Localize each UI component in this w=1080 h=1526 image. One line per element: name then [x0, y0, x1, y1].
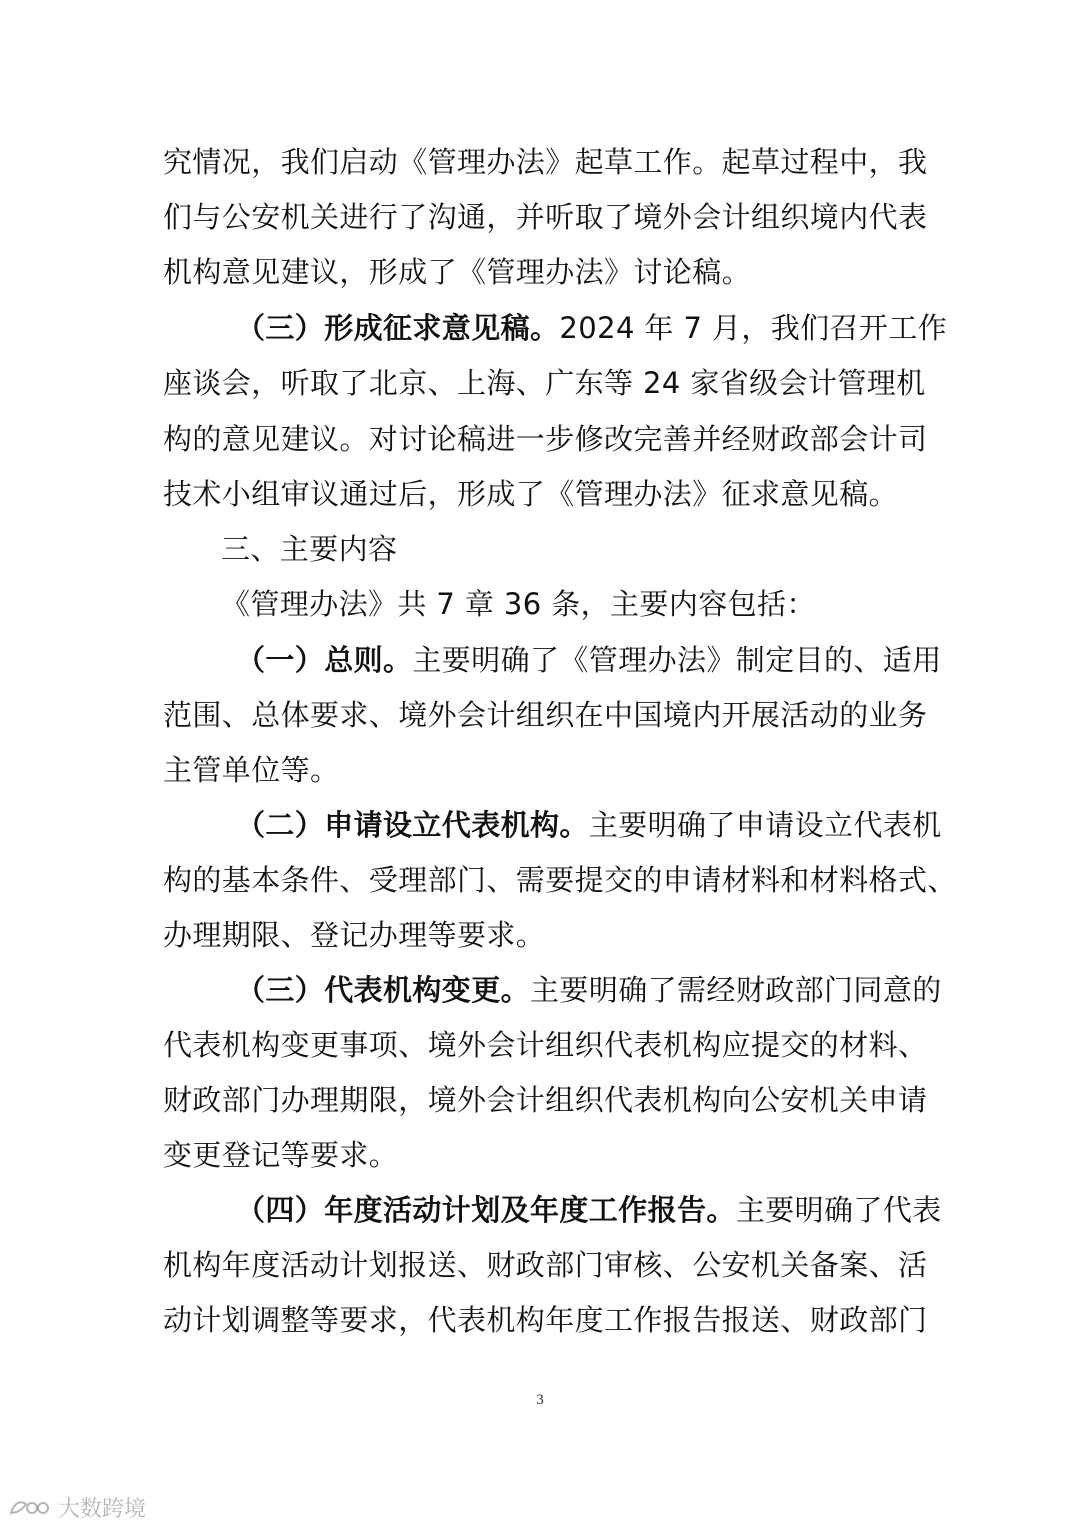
body-line: 主管单位等。	[163, 753, 340, 787]
section-body: 2024 年 7 月，我们召开工作	[559, 311, 948, 345]
body-line: 技术小组审议通过后，形成了《管理办法》征求意见稿。	[163, 477, 899, 511]
body-line: 代表机构变更事项、境外会计组织代表机构应提交的材料、	[163, 1028, 928, 1062]
body-line: 动计划调整等要求，代表机构年度工作报告报送、财政部门	[163, 1303, 928, 1337]
body-line: 财政部门办理期限，境外会计组织代表机构向公安机关申请	[163, 1083, 928, 1117]
section-body: 主要明确了代表	[735, 1193, 942, 1227]
section-heading-line	[236, 970, 942, 1010]
section-heading-line	[236, 308, 947, 348]
section-body: 主要明确了申请设立代表机	[588, 808, 942, 842]
watermark-text: 大数跨境	[58, 1496, 147, 1522]
body-line: 办理期限、登记办理等要求。	[163, 918, 546, 952]
bird-logo-icon	[8, 1495, 52, 1519]
body-line: 变更登记等要求。	[163, 1138, 399, 1172]
body-line: 们与公安机关进行了沟通，并听取了境外会计组织境内代表	[163, 200, 928, 234]
section-body: 主要明确了需经财政部门同意的	[530, 973, 942, 1007]
body-line: 范围、总体要求、境外会计组织在中国境内开展活动的业务	[163, 698, 928, 732]
section-heading: （二）申请设立代表机构。	[236, 808, 589, 842]
section-heading-line	[236, 805, 942, 845]
chapter-heading: 三、主要内容	[221, 532, 398, 566]
body-line: 《管理办法》共 7 章 36 条，主要内容包括：	[221, 587, 816, 621]
body-line: 座谈会，听取了北京、上海、广东等 24 家省级会计管理机	[163, 366, 926, 400]
section-heading-line	[236, 640, 942, 680]
section-heading: （三）代表机构变更。	[236, 973, 531, 1007]
section-heading: （四）年度活动计划及年度工作报告。	[236, 1193, 736, 1227]
body-line: 机构意见建议，形成了《管理办法》讨论稿。	[163, 255, 752, 289]
page-number: 3	[536, 1392, 544, 1408]
section-heading: （一）总则。	[236, 643, 413, 677]
section-heading: （三）形成征求意见稿。	[236, 311, 560, 345]
body-line: 究情况，我们启动《管理办法》起草工作。起草过程中，我	[163, 145, 928, 179]
section-body: 主要明确了《管理办法》制定目的、适用	[412, 643, 942, 677]
watermark	[8, 1493, 146, 1521]
body-line: 构的意见建议。对讨论稿进一步修改完善并经财政部会计司	[163, 422, 928, 456]
body-line: 构的基本条件、受理部门、需要提交的申请材料和材料格式、	[163, 863, 957, 897]
section-heading-line	[236, 1190, 942, 1230]
body-line: 机构年度活动计划报送、财政部门审核、公安机关备案、活	[163, 1248, 928, 1282]
